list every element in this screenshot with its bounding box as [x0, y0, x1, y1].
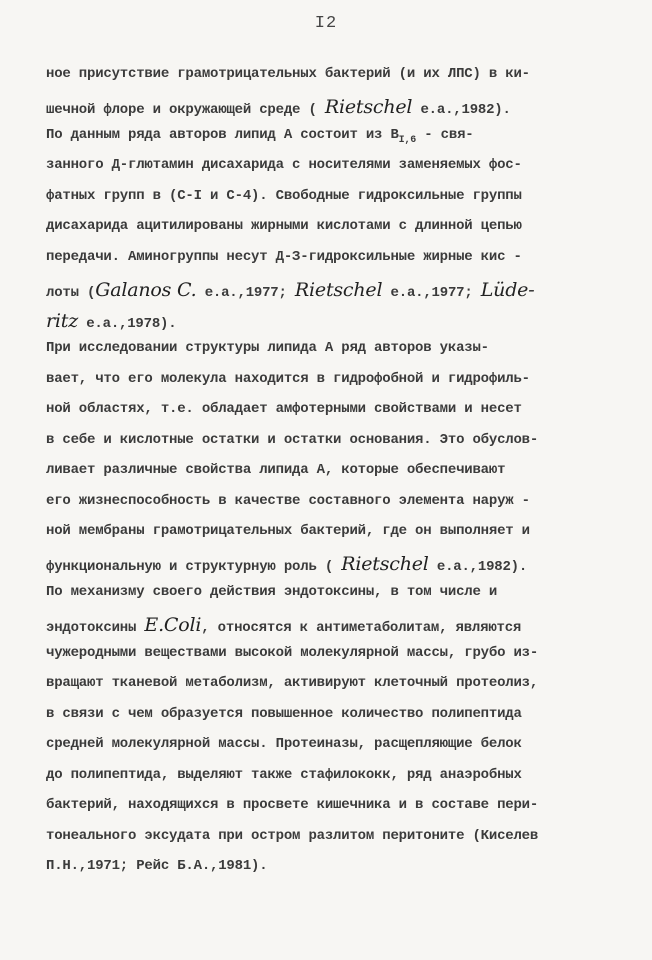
text-segment: , относятся к антиметаболитам, являются — [201, 620, 522, 636]
text-line — [46, 858, 606, 874]
text-line — [46, 828, 606, 844]
text-segment: По механизму своего действия эндотоксины, в том числе и — [46, 584, 498, 600]
text-line — [46, 249, 606, 265]
text-segment: его жизнеспособность в качестве составного элемента наруж - — [46, 493, 530, 509]
text-line — [46, 432, 606, 448]
text-segment: е.а.,1982). — [428, 559, 528, 575]
text-line — [46, 218, 606, 234]
text-segment: фатных групп в (С-I и С-4). Свободные гидроксильные группы — [46, 188, 522, 204]
subscript: I,6 — [398, 134, 417, 146]
text-segment: ливает различные свойства липида А, которые обеспечивают — [46, 462, 506, 478]
text-line — [46, 127, 606, 146]
text-segment: в связи с чем образуется повышенное количество полипептида — [46, 706, 522, 722]
text-line — [46, 310, 606, 332]
text-line — [46, 188, 606, 204]
text-line — [46, 553, 606, 575]
text-segment: ной областях, т.е. обладает амфотерными свойствами и несет — [46, 401, 522, 417]
text-line — [46, 614, 606, 636]
page-number: I2 — [314, 14, 338, 33]
text-segment: тонеального эксудата при остром разлитом перитоните (Киселев — [46, 828, 539, 844]
text-segment: эндотоксины — [46, 620, 145, 636]
text-line — [46, 157, 606, 173]
text-segment: По данным ряда авторов липид А состоит из В — [46, 127, 399, 143]
text-segment: е.а.,1977; — [382, 285, 481, 301]
text-segment: чужеродными веществами высокой молекулярной массы, грубо из- — [46, 645, 539, 661]
text-line — [46, 493, 606, 509]
text-line — [46, 645, 606, 661]
handwritten-name: Rietschel — [341, 553, 429, 575]
text-line — [46, 66, 606, 82]
handwritten-name: E.Coli — [144, 614, 202, 636]
text-segment: П.Н.,1971; Рейс Б.А.,1981). — [46, 858, 268, 874]
text-line — [46, 340, 606, 356]
text-line — [46, 279, 606, 301]
text-segment: При исследовании структуры липида А ряд авторов указы- — [46, 340, 489, 356]
text-line — [46, 706, 606, 722]
text-segment: ное присутствие грамотрицательных бактерий (и их ЛПС) в ки- — [46, 66, 530, 82]
text-segment: дисахарида ацитилированы жирными кислотами с длинной цепью — [46, 218, 522, 234]
text-line — [46, 462, 606, 478]
text-segment: е.а.,1978). — [78, 316, 177, 332]
text-line — [46, 96, 606, 118]
text-segment: е.а.,1982). — [412, 102, 511, 118]
text-line — [46, 371, 606, 387]
text-line — [46, 767, 606, 783]
handwritten-name: Rietschel — [294, 279, 383, 301]
text-segment: передачи. Аминогруппы несут Д-З-гидроксильные жирные кис - — [46, 249, 522, 265]
handwritten-name: Rietschel — [324, 96, 413, 118]
text-segment: бактерий, находящихся в просвете кишечника и в составе пери- — [46, 797, 539, 813]
handwritten-name: ritz — [46, 310, 79, 332]
text-segment: вает, что его молекула находится в гидрофобной и гидрофиль- — [46, 371, 530, 387]
text-line — [46, 584, 606, 600]
text-segment: в себе и кислотные остатки и остатки основания. Это обуслов- — [46, 432, 539, 448]
text-segment: шечной флоре и окружающей среде ( — [46, 102, 325, 118]
text-line — [46, 736, 606, 752]
text-line — [46, 675, 606, 691]
handwritten-name: Lüde- — [480, 279, 535, 301]
text-line — [46, 797, 606, 813]
handwritten-name: Galanos C. — [95, 279, 197, 301]
text-segment: ной мембраны грамотрицательных бактерий, где он выполняет и — [46, 523, 530, 539]
text-segment: функциональную и структурную роль ( — [46, 559, 342, 575]
text-segment: вращают тканевой метаболизм, активируют клеточный протеолиз, — [46, 675, 539, 691]
text-segment: до полипептида, выделяют также стафилококк, ряд анаэробных — [46, 767, 522, 783]
text-segment: средней молекулярной массы. Протеиназы, расщепляющие белок — [46, 736, 522, 752]
text-segment: - свя- — [416, 127, 474, 143]
text-segment: занного Д-глютамин дисахарида с носителями заменяемых фос- — [46, 157, 522, 173]
text-segment: е.а.,1977; — [196, 285, 295, 301]
text-line — [46, 523, 606, 539]
text-line — [46, 401, 606, 417]
text-segment: лоты ( — [46, 285, 96, 301]
